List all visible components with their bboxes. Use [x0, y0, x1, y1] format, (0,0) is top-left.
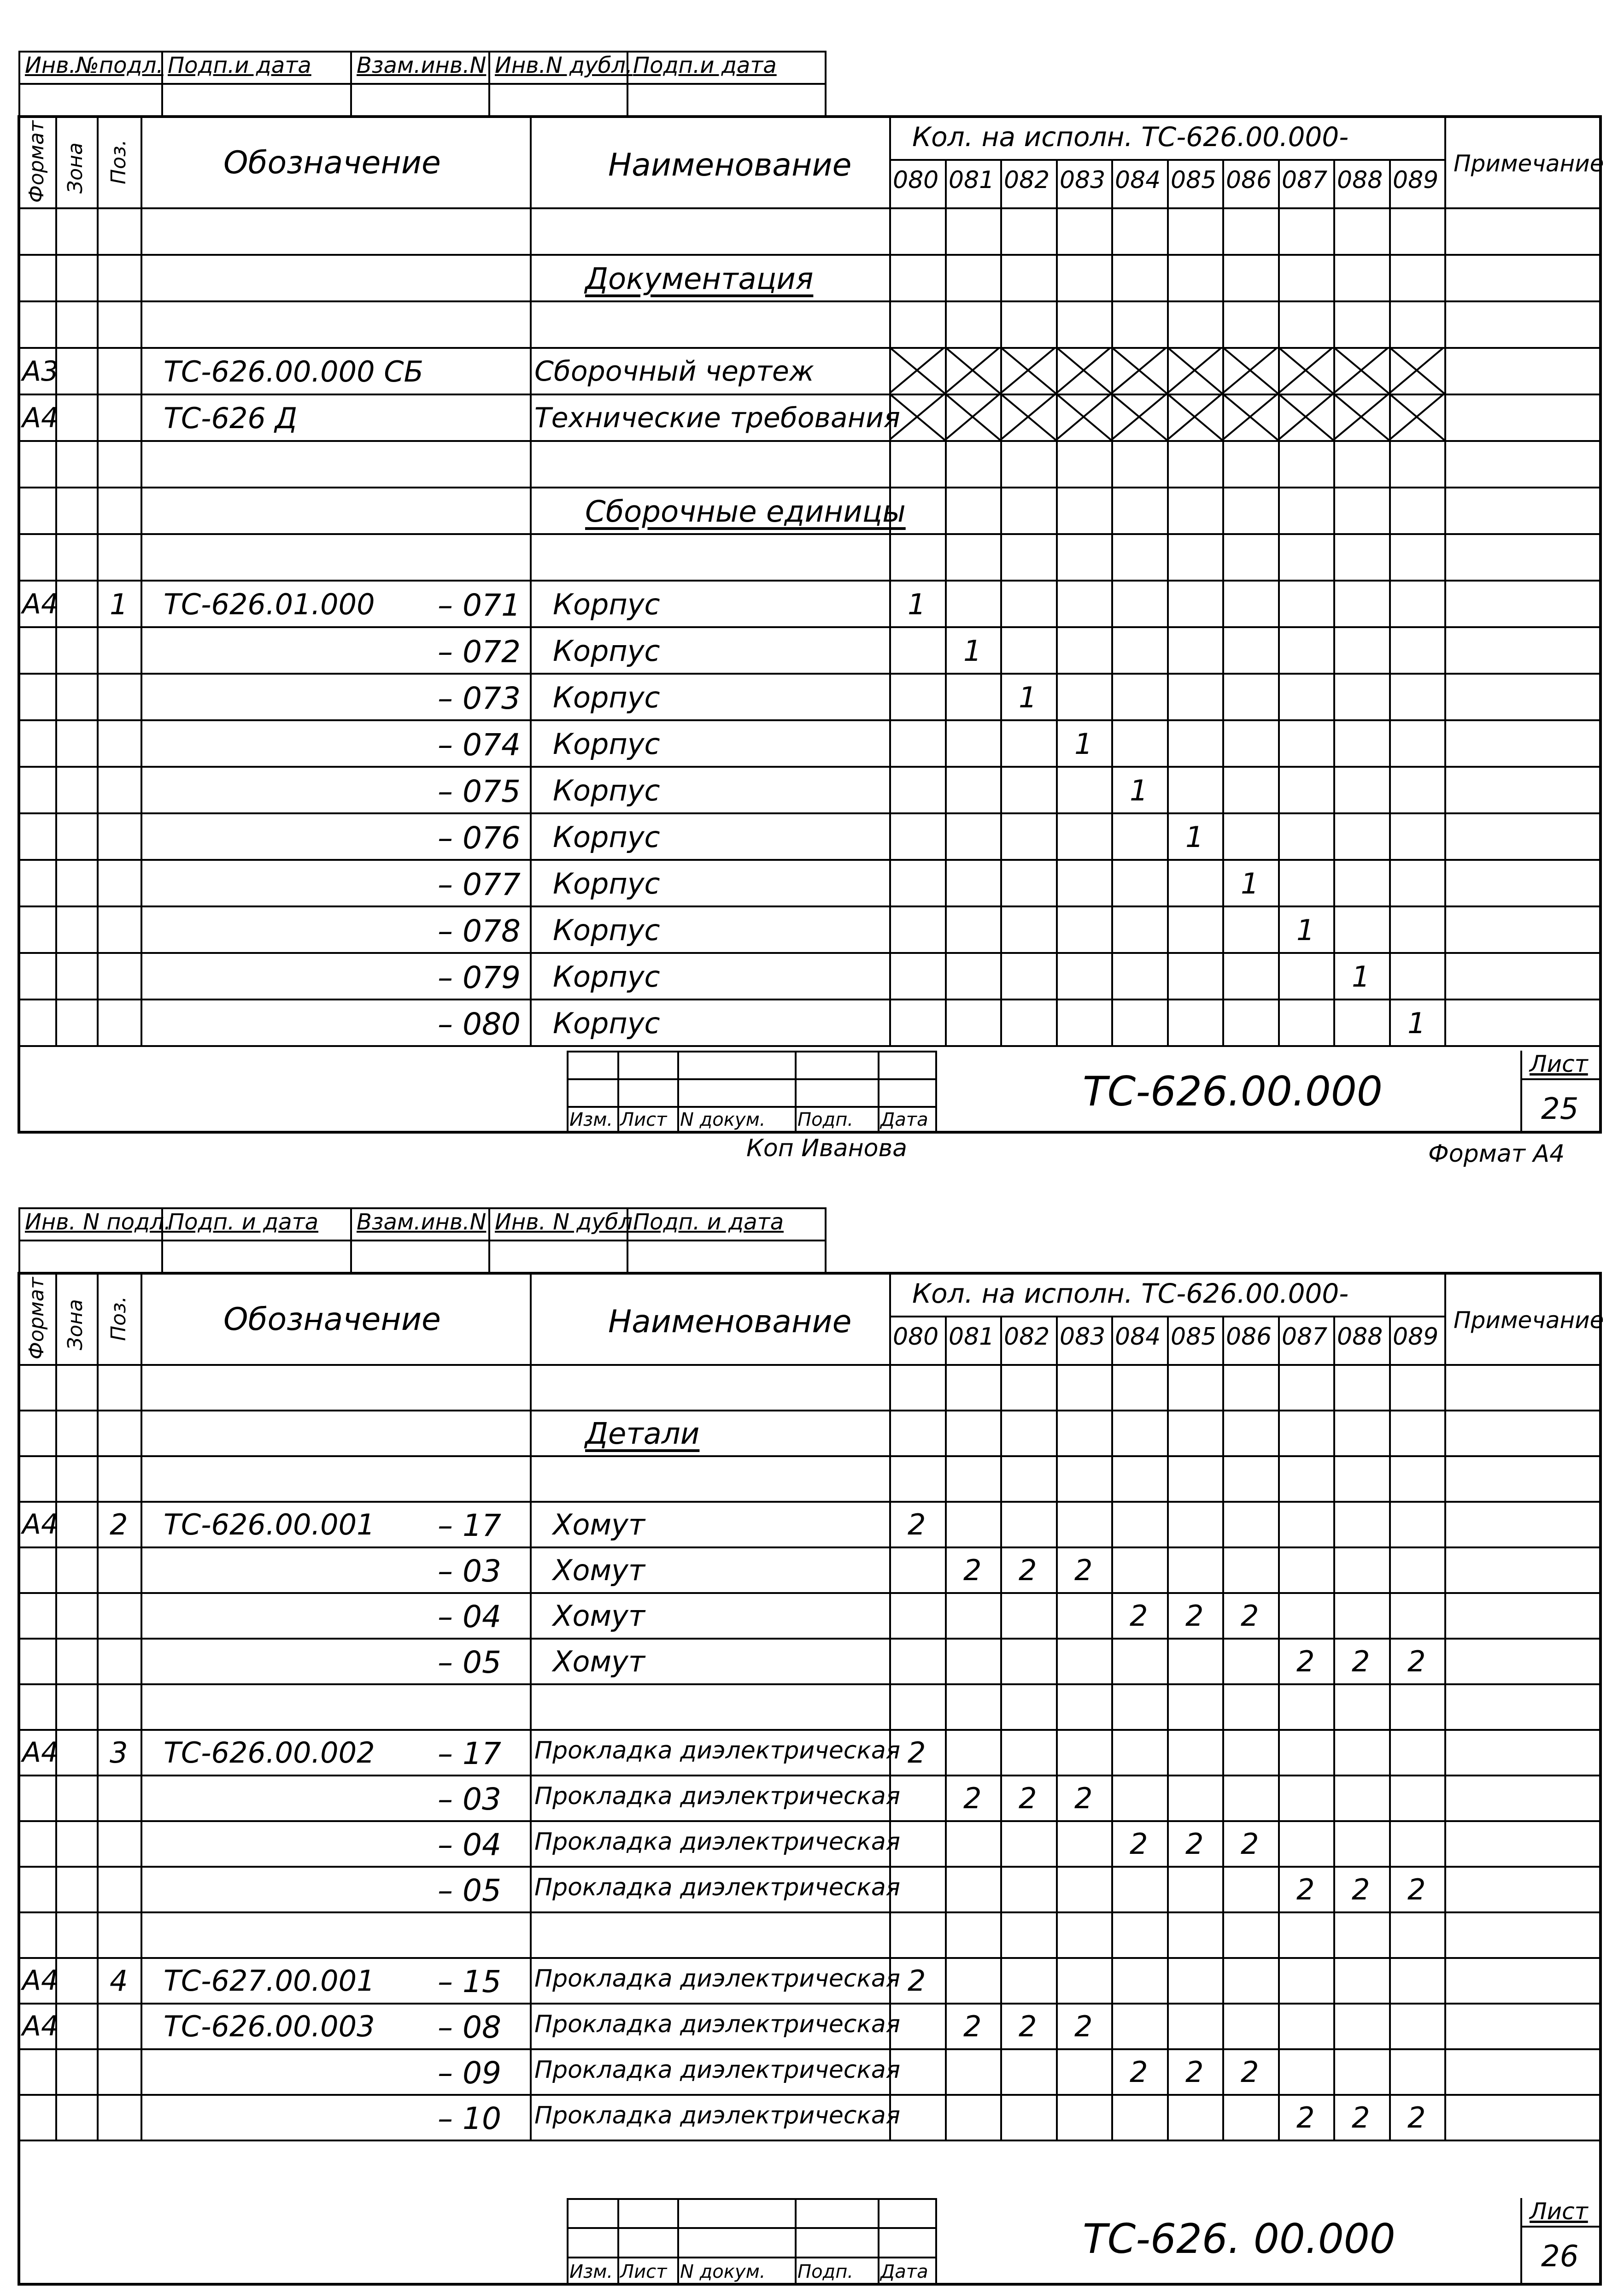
titleblock-line [567, 2257, 935, 2258]
cell-format: А4 [22, 1736, 59, 1769]
header-name: Наименование [608, 1304, 852, 1340]
format-label: Формат А4 [1428, 1140, 1565, 1168]
cell-designation: ТС-626.01.000 [164, 588, 375, 621]
cell-suffix: – 078 [438, 913, 521, 949]
cell-suffix: – 073 [438, 681, 521, 716]
cell-position: 1 [110, 588, 128, 621]
cell-qty-082: 1 [1019, 681, 1037, 714]
cell-qty-086: 2 [1241, 2055, 1259, 2089]
header-designation: Обозначение [223, 145, 441, 181]
titleblock-line [878, 2198, 879, 2286]
titleblock-line [567, 1106, 935, 1108]
stamp-label: Инв. N дубл. [495, 1209, 640, 1235]
row-line [18, 1957, 1601, 1959]
cell-qty-083: 2 [1074, 2010, 1093, 2043]
cell-suffix: – 15 [438, 1964, 501, 1999]
document-code: ТС-626. 00.000 [1083, 2215, 1395, 2263]
cell-suffix: – 03 [438, 1781, 501, 1817]
row-line [18, 2140, 1601, 2141]
stamp-label: Подп. и дата [633, 1209, 784, 1235]
sheet-label: Лист [1530, 2198, 1588, 2225]
stamp-line [488, 51, 490, 115]
row-line [18, 1501, 1601, 1503]
cell-name: Прокладка диэлектрическая [534, 1828, 901, 1856]
cell-name: Корпус [553, 588, 660, 621]
cell-qty-081: 2 [963, 1781, 982, 1815]
titleblock-line [878, 1051, 879, 1134]
row-line [18, 533, 1601, 535]
row-line [18, 1546, 1601, 1548]
cell-designation: ТС-626.00.001 [164, 1508, 375, 1541]
cell-qty-088: 2 [1352, 1873, 1370, 1906]
cell-designation: ТС-627.00.001 [164, 1964, 375, 1998]
header-variant-089: 089 [1393, 166, 1439, 194]
cell-qty-086: 2 [1241, 1599, 1259, 1633]
cell-qty-080: 1 [908, 588, 926, 621]
cell-name: Корпус [553, 634, 660, 668]
cell-qty-084: 2 [1130, 1599, 1148, 1633]
header-variant-086: 086 [1226, 166, 1272, 194]
header-variant-088: 088 [1337, 1323, 1383, 1351]
cell-name: Хомут [553, 1645, 645, 1678]
cell-qty-087: 2 [1296, 1645, 1315, 1678]
header-variant-083: 083 [1060, 1323, 1106, 1351]
row-line [18, 580, 1601, 582]
cell-qty-085: 1 [1185, 820, 1204, 854]
titleblock-col-label: Подп. [797, 2261, 854, 2282]
row-line [18, 626, 1601, 628]
stamp-line [825, 51, 827, 115]
cell-qty-087: 2 [1296, 1873, 1315, 1906]
cell-qty-083: 2 [1074, 1781, 1093, 1815]
header-note: Примечание [1454, 150, 1604, 177]
column-line [141, 115, 142, 1045]
header-position: Поз. [107, 1296, 130, 1341]
row-line [18, 2003, 1601, 2005]
qty-column-line [1389, 159, 1391, 1045]
cell-name: Хомут [553, 1553, 645, 1587]
cell-format: А4 [22, 1964, 59, 1997]
titleblock-line [935, 2198, 937, 2286]
header-variant-085: 085 [1171, 1323, 1217, 1351]
column-line [889, 115, 891, 1045]
row-line [18, 859, 1601, 861]
row-line [18, 999, 1601, 1000]
section-heading: Документация [585, 262, 814, 296]
header-designation: Обозначение [223, 1301, 441, 1338]
header-variant-084: 084 [1115, 166, 1161, 194]
cell-qty-085: 2 [1185, 1599, 1204, 1633]
cell-designation: ТС-626.00.002 [164, 1736, 375, 1770]
cell-qty-081: 1 [963, 634, 982, 668]
stamp-label: Подп.и дата [633, 53, 777, 78]
crossed-cells [889, 347, 1444, 394]
header-name: Наименование [608, 147, 852, 183]
header-format: Формат [25, 1277, 48, 1359]
row-line [18, 812, 1601, 814]
row-line [18, 440, 1601, 442]
qty-column-line [1333, 159, 1335, 1045]
cell-format: А4 [22, 402, 59, 434]
stamp-label: Подп. и дата [168, 1209, 318, 1235]
cell-name: Прокладка диэлектрическая [534, 1782, 901, 1810]
cell-suffix: – 076 [438, 820, 521, 856]
cell-format: А3 [22, 355, 59, 388]
titleblock-line [567, 1051, 569, 1134]
cell-suffix: – 10 [438, 2101, 501, 2136]
titleblock-col-label: Дата [880, 2261, 928, 2282]
titleblock-line [567, 1051, 935, 1052]
titleblock-col-label: N докум. [680, 2261, 766, 2282]
cell-qty-080: 2 [908, 1508, 926, 1541]
stamp-line [350, 51, 352, 115]
cell-suffix: – 074 [438, 727, 521, 763]
titleblock-line [567, 1078, 935, 1080]
qty-column-line [1389, 1316, 1391, 2140]
header-variant-084: 084 [1115, 1323, 1161, 1351]
column-line [1444, 115, 1446, 1045]
cell-qty-087: 2 [1296, 2101, 1315, 2134]
header-variant-081: 081 [949, 166, 995, 194]
qty-column-line [1111, 1316, 1113, 2140]
titleblock-col-label: Изм. [569, 1109, 613, 1130]
cell-qty-082: 2 [1019, 1553, 1037, 1587]
cell-name: Корпус [553, 727, 660, 761]
qty-column-line [945, 1316, 947, 2140]
titleblock-line [935, 1051, 937, 1134]
cell-name: Прокладка диэлектрическая [534, 2102, 901, 2129]
document-code: ТС-626.00.000 [1083, 1068, 1383, 1115]
column-line [530, 115, 532, 1045]
titleblock-line [795, 2198, 797, 2286]
cell-designation: ТС-626 Д [164, 401, 298, 435]
cell-qty-084: 1 [1130, 774, 1148, 807]
cell-designation: ТС-626.00.003 [164, 2010, 375, 2043]
titleblock-line [1520, 1051, 1522, 1134]
row-line [18, 719, 1601, 721]
cell-suffix: – 075 [438, 774, 521, 809]
header-variant-088: 088 [1337, 166, 1383, 194]
header-bottom-line [18, 1364, 1601, 1366]
header-variant-080: 080 [893, 1323, 939, 1351]
row-line [18, 2094, 1601, 2096]
cell-suffix: – 077 [438, 867, 521, 902]
cell-name: Технические требования [534, 402, 900, 434]
row-line [18, 1455, 1601, 1457]
titleblock-line [1520, 2226, 1601, 2228]
header-zone: Зона [64, 142, 87, 194]
cell-qty-086: 2 [1241, 1827, 1259, 1861]
cell-qty-081: 2 [963, 1553, 982, 1587]
titleblock-col-label: N докум. [680, 1109, 766, 1130]
header-bottom-line [18, 207, 1601, 209]
header-variant-081: 081 [949, 1323, 995, 1351]
cell-suffix: – 072 [438, 634, 521, 670]
row-line [18, 673, 1601, 675]
cell-suffix: – 17 [438, 1508, 501, 1543]
crossed-cells [889, 394, 1444, 440]
cell-format: А4 [22, 1508, 59, 1540]
titleblock-line [617, 1051, 619, 1134]
column-line [889, 1272, 891, 2140]
header-format: Формат [25, 120, 48, 203]
row-line [18, 1638, 1601, 1640]
header-zone: Зона [64, 1299, 87, 1350]
row-line [18, 1911, 1601, 1913]
qty-column-line [1167, 159, 1169, 1045]
titleblock-line [1520, 2198, 1522, 2286]
cell-name: Корпус [553, 820, 660, 854]
cell-name: Прокладка диэлектрическая [534, 2011, 901, 2038]
titleblock-line [617, 2198, 619, 2286]
row-line [18, 1775, 1601, 1776]
header-qty-group: Кол. на исполн. ТС-626.00.000- [912, 121, 1349, 153]
stamp-line [18, 1207, 20, 1272]
header-variant-085: 085 [1171, 166, 1217, 194]
qty-column-line [1222, 159, 1224, 1045]
cell-name: Прокладка диэлектрическая [534, 1737, 901, 1764]
stamp-label: Подп.и дата [168, 53, 311, 78]
cell-suffix: – 04 [438, 1599, 501, 1634]
stamp-line [18, 83, 825, 85]
section-heading: Сборочные единицы [585, 495, 906, 529]
cell-name: Корпус [553, 1006, 660, 1040]
cell-qty-084: 2 [1130, 1827, 1148, 1861]
header-variant-083: 083 [1060, 166, 1106, 194]
cell-qty-089: 2 [1407, 1873, 1426, 1906]
titleblock-line [1520, 1078, 1601, 1080]
section-heading: Детали [585, 1417, 700, 1451]
qty-column-line [1167, 1316, 1169, 2140]
row-line [18, 254, 1601, 256]
sheet-label: Лист [1530, 1051, 1588, 1077]
header-variant-082: 082 [1004, 166, 1050, 194]
sheet-number: 26 [1541, 2240, 1579, 2274]
qty-column-line [1278, 159, 1280, 1045]
row-line [18, 1045, 1601, 1047]
cell-suffix: – 09 [438, 2055, 501, 2091]
cell-format: А4 [22, 588, 59, 620]
cell-qty-082: 2 [1019, 1781, 1037, 1815]
cell-name: Корпус [553, 913, 660, 947]
header-variant-082: 082 [1004, 1323, 1050, 1351]
cell-designation: ТС-626.00.000 СБ [164, 355, 424, 388]
qty-column-line [1222, 1316, 1224, 2140]
row-line [18, 1866, 1601, 1868]
header-variant-087: 087 [1282, 1323, 1328, 1351]
header-variant-089: 089 [1393, 1323, 1439, 1351]
row-line [18, 905, 1601, 907]
column-line [97, 1272, 99, 2140]
cell-name: Хомут [553, 1599, 645, 1633]
header-position: Поз. [107, 139, 130, 184]
cell-name: Прокладка диэлектрическая [534, 1965, 901, 1993]
cell-suffix: – 17 [438, 1736, 501, 1771]
row-line [18, 1592, 1601, 1594]
titleblock-line [567, 2198, 569, 2286]
stamp-line [18, 1240, 825, 1241]
row-line [18, 1820, 1601, 1822]
cell-qty-089: 1 [1407, 1006, 1426, 1040]
titleblock-line [567, 2198, 935, 2200]
stamp-label: Инв. N подл. [25, 1209, 171, 1235]
cell-suffix: – 080 [438, 1006, 521, 1042]
column-line [97, 115, 99, 1045]
cell-suffix: – 05 [438, 1645, 501, 1680]
header-note: Примечание [1454, 1307, 1604, 1334]
qty-column-line [1278, 1316, 1280, 2140]
qty-column-line [1056, 159, 1058, 1045]
cell-name: Сборочный чертеж [534, 355, 814, 388]
titleblock-col-label: Дата [880, 1109, 928, 1130]
row-line [18, 1729, 1601, 1731]
header-variant-086: 086 [1226, 1323, 1272, 1351]
cell-qty-081: 2 [963, 2010, 982, 2043]
titleblock-line [677, 2198, 679, 2286]
cell-qty-089: 2 [1407, 2101, 1426, 2134]
row-line [18, 766, 1601, 768]
stamp-label: Инв.N дубл. [495, 53, 633, 78]
stamp-line [18, 51, 20, 115]
stamp-line [488, 1207, 490, 1272]
cell-name: Корпус [553, 774, 660, 807]
row-line [18, 1683, 1601, 1685]
stamp-label: Взам.инв.N [357, 53, 487, 78]
qty-column-line [1000, 1316, 1002, 2140]
row-line [18, 1410, 1601, 1411]
titleblock-line [677, 1051, 679, 1134]
stamp-line [825, 1207, 827, 1272]
qty-column-line [1056, 1316, 1058, 2140]
stamp-label: Инв.№подл. [25, 53, 164, 78]
titleblock-col-label: Лист [620, 2261, 667, 2282]
column-line [530, 1272, 532, 2140]
cell-suffix: – 079 [438, 960, 521, 995]
cell-suffix: – 071 [438, 588, 521, 623]
row-line [18, 2048, 1601, 2050]
cell-name: Корпус [553, 960, 660, 994]
titleblock-col-label: Лист [620, 1109, 667, 1130]
qty-column-line [1000, 159, 1002, 1045]
cell-name: Корпус [553, 681, 660, 714]
cell-qty-080: 2 [908, 1964, 926, 1998]
qty-column-line [1333, 1316, 1335, 2140]
titleblock-col-label: Изм. [569, 2261, 613, 2282]
cell-qty-089: 2 [1407, 1645, 1426, 1678]
titleblock-col-label: Подп. [797, 1109, 854, 1130]
copied-by: Коп Иванова [746, 1135, 907, 1162]
header-variant-087: 087 [1282, 166, 1328, 194]
row-line [18, 952, 1601, 954]
cell-qty-083: 2 [1074, 1553, 1093, 1587]
sheet-number: 25 [1541, 1092, 1579, 1126]
row-line [18, 487, 1601, 488]
cell-name: Прокладка диэлектрическая [534, 2056, 901, 2084]
column-line [55, 115, 57, 1045]
cell-name: Прокладка диэлектрическая [534, 1874, 901, 1901]
column-line [55, 1272, 57, 2140]
cell-qty-080: 2 [908, 1736, 926, 1770]
cell-qty-085: 2 [1185, 2055, 1204, 2089]
cell-position: 4 [110, 1964, 128, 1998]
qty-column-line [945, 159, 947, 1045]
cell-suffix: – 03 [438, 1553, 501, 1589]
cell-qty-088: 2 [1352, 1645, 1370, 1678]
titleblock-line [567, 2227, 935, 2229]
cell-position: 2 [110, 1508, 128, 1541]
cell-qty-087: 1 [1296, 913, 1315, 947]
cell-qty-088: 1 [1352, 960, 1370, 994]
cell-qty-086: 1 [1241, 867, 1259, 900]
cell-name: Хомут [553, 1508, 645, 1541]
titleblock-line [795, 1051, 797, 1134]
cell-qty-085: 2 [1185, 1827, 1204, 1861]
stamp-label: Взам.инв.N [357, 1209, 487, 1235]
stamp-line [350, 1207, 352, 1272]
cell-qty-083: 1 [1074, 727, 1093, 761]
cell-name: Корпус [553, 867, 660, 900]
cell-qty-088: 2 [1352, 2101, 1370, 2134]
cell-suffix: – 05 [438, 1873, 501, 1908]
cell-suffix: – 04 [438, 1827, 501, 1863]
cell-format: А4 [22, 2010, 59, 2042]
column-line [141, 1272, 142, 2140]
row-line [18, 300, 1601, 302]
column-line [1444, 1272, 1446, 2140]
header-variant-080: 080 [893, 166, 939, 194]
cell-suffix: – 08 [438, 2010, 501, 2045]
cell-position: 3 [110, 1736, 128, 1770]
header-qty-group: Кол. на исполн. ТС-626.00.000- [912, 1278, 1349, 1309]
cell-qty-082: 2 [1019, 2010, 1037, 2043]
qty-column-line [1111, 159, 1113, 1045]
cell-qty-084: 2 [1130, 2055, 1148, 2089]
